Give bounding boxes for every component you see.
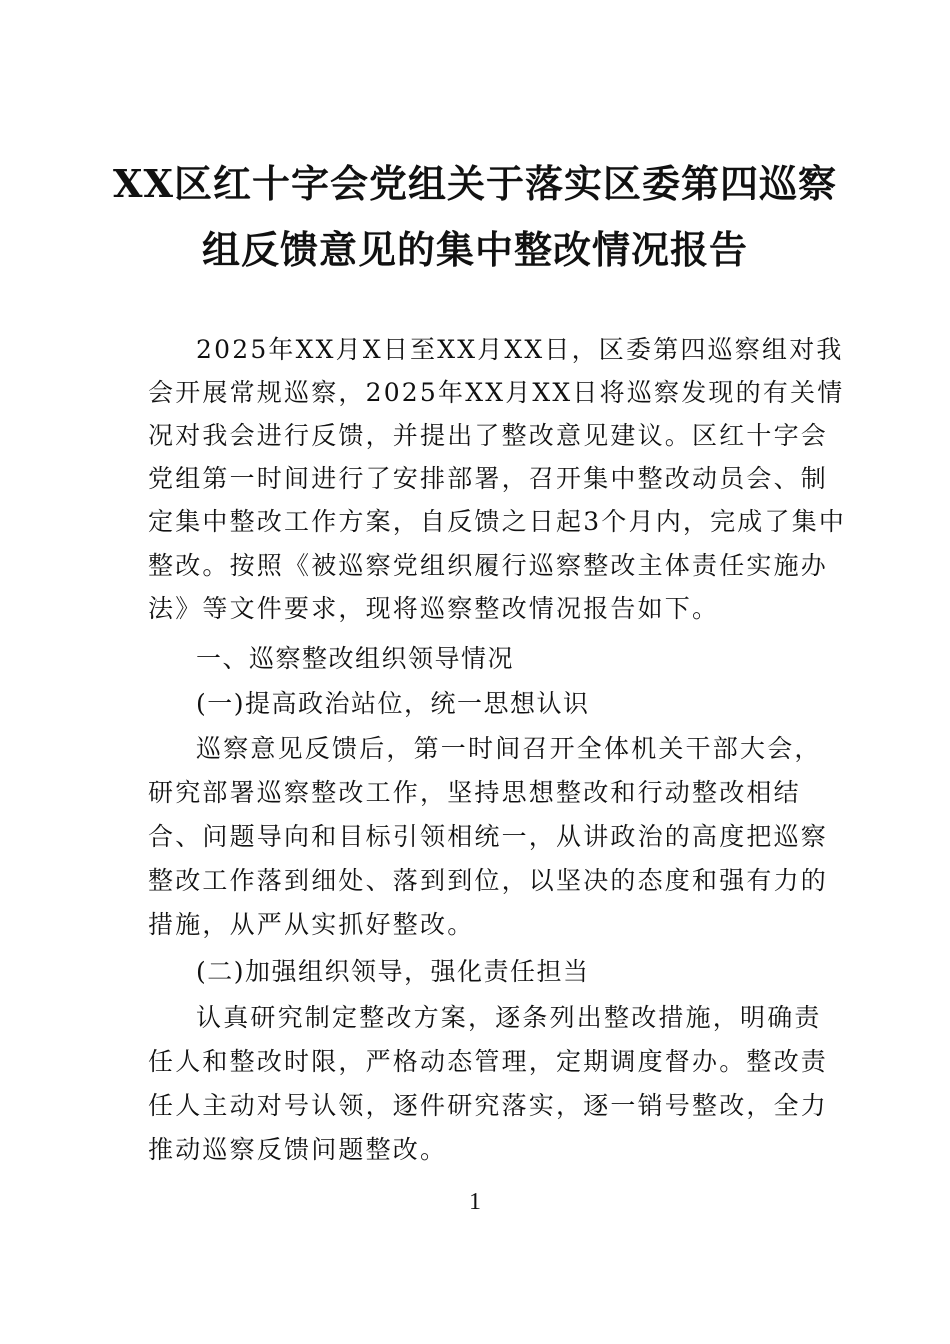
document-title-line-2: 组反馈意见的集中整改情况报告 bbox=[201, 227, 748, 272]
paragraph-line: 况对我会进行反馈，并提出了整改意见建议。区红十字会 bbox=[148, 421, 829, 450]
paragraph-line: 合、问题导向和目标引领相统一，从讲政治的高度把巡察 bbox=[148, 822, 829, 851]
page-number: 1 bbox=[469, 1189, 481, 1215]
paragraph-line: 整改。按照《被巡察党组织履行巡察整改主体责任实施办 bbox=[148, 551, 829, 580]
section-heading-1: 一、巡察整改组织领导情况 bbox=[196, 644, 515, 673]
subsection-heading-2: (二)加强组织领导，强化责任担当 bbox=[196, 957, 590, 986]
paragraph-line: 定集中整改工作方案，自反馈之日起3个月内，完成了集中 bbox=[148, 507, 847, 536]
paragraph-line: 巡察意见反馈后，第一时间召开全体机关干部大会， bbox=[196, 734, 822, 763]
paragraph-line: 措施，从严从实抓好整改。 bbox=[148, 910, 475, 939]
subsection-heading-1: (一)提高政治站位，统一思想认识 bbox=[196, 689, 590, 718]
paragraph-line: 任人主动对号认领，逐件研究落实，逐一销号整改，全力 bbox=[148, 1091, 829, 1120]
paragraph-line: 2025年XX月X日至XX月XX日，区委第四巡察组对我 bbox=[196, 335, 844, 364]
paragraph-line: 整改工作落到细处、落到到位，以坚决的态度和强有力的 bbox=[148, 866, 829, 895]
paragraph-line: 推动巡察反馈问题整改。 bbox=[148, 1135, 448, 1164]
paragraph-line: 法》等文件要求，现将巡察整改情况报告如下。 bbox=[148, 594, 720, 623]
paragraph-line: 认真研究制定整改方案，逐条列出整改措施，明确责 bbox=[196, 1003, 822, 1032]
paragraph-line: 党组第一时间进行了安排部署，召开集中整改动员会、制 bbox=[148, 464, 829, 493]
paragraph-line: 研究部署巡察整改工作，坚持思想整改和行动整改相结 bbox=[148, 778, 801, 807]
paragraph-line: 任人和整改时限，严格动态管理，定期调度督办。整改责 bbox=[148, 1047, 829, 1076]
document-title-line-1: XX区红十字会党组关于落实区委第四巡察 bbox=[113, 161, 837, 206]
paragraph-line: 会开展常规巡察，2025年XX月XX日将巡察发现的有关情 bbox=[148, 378, 845, 407]
